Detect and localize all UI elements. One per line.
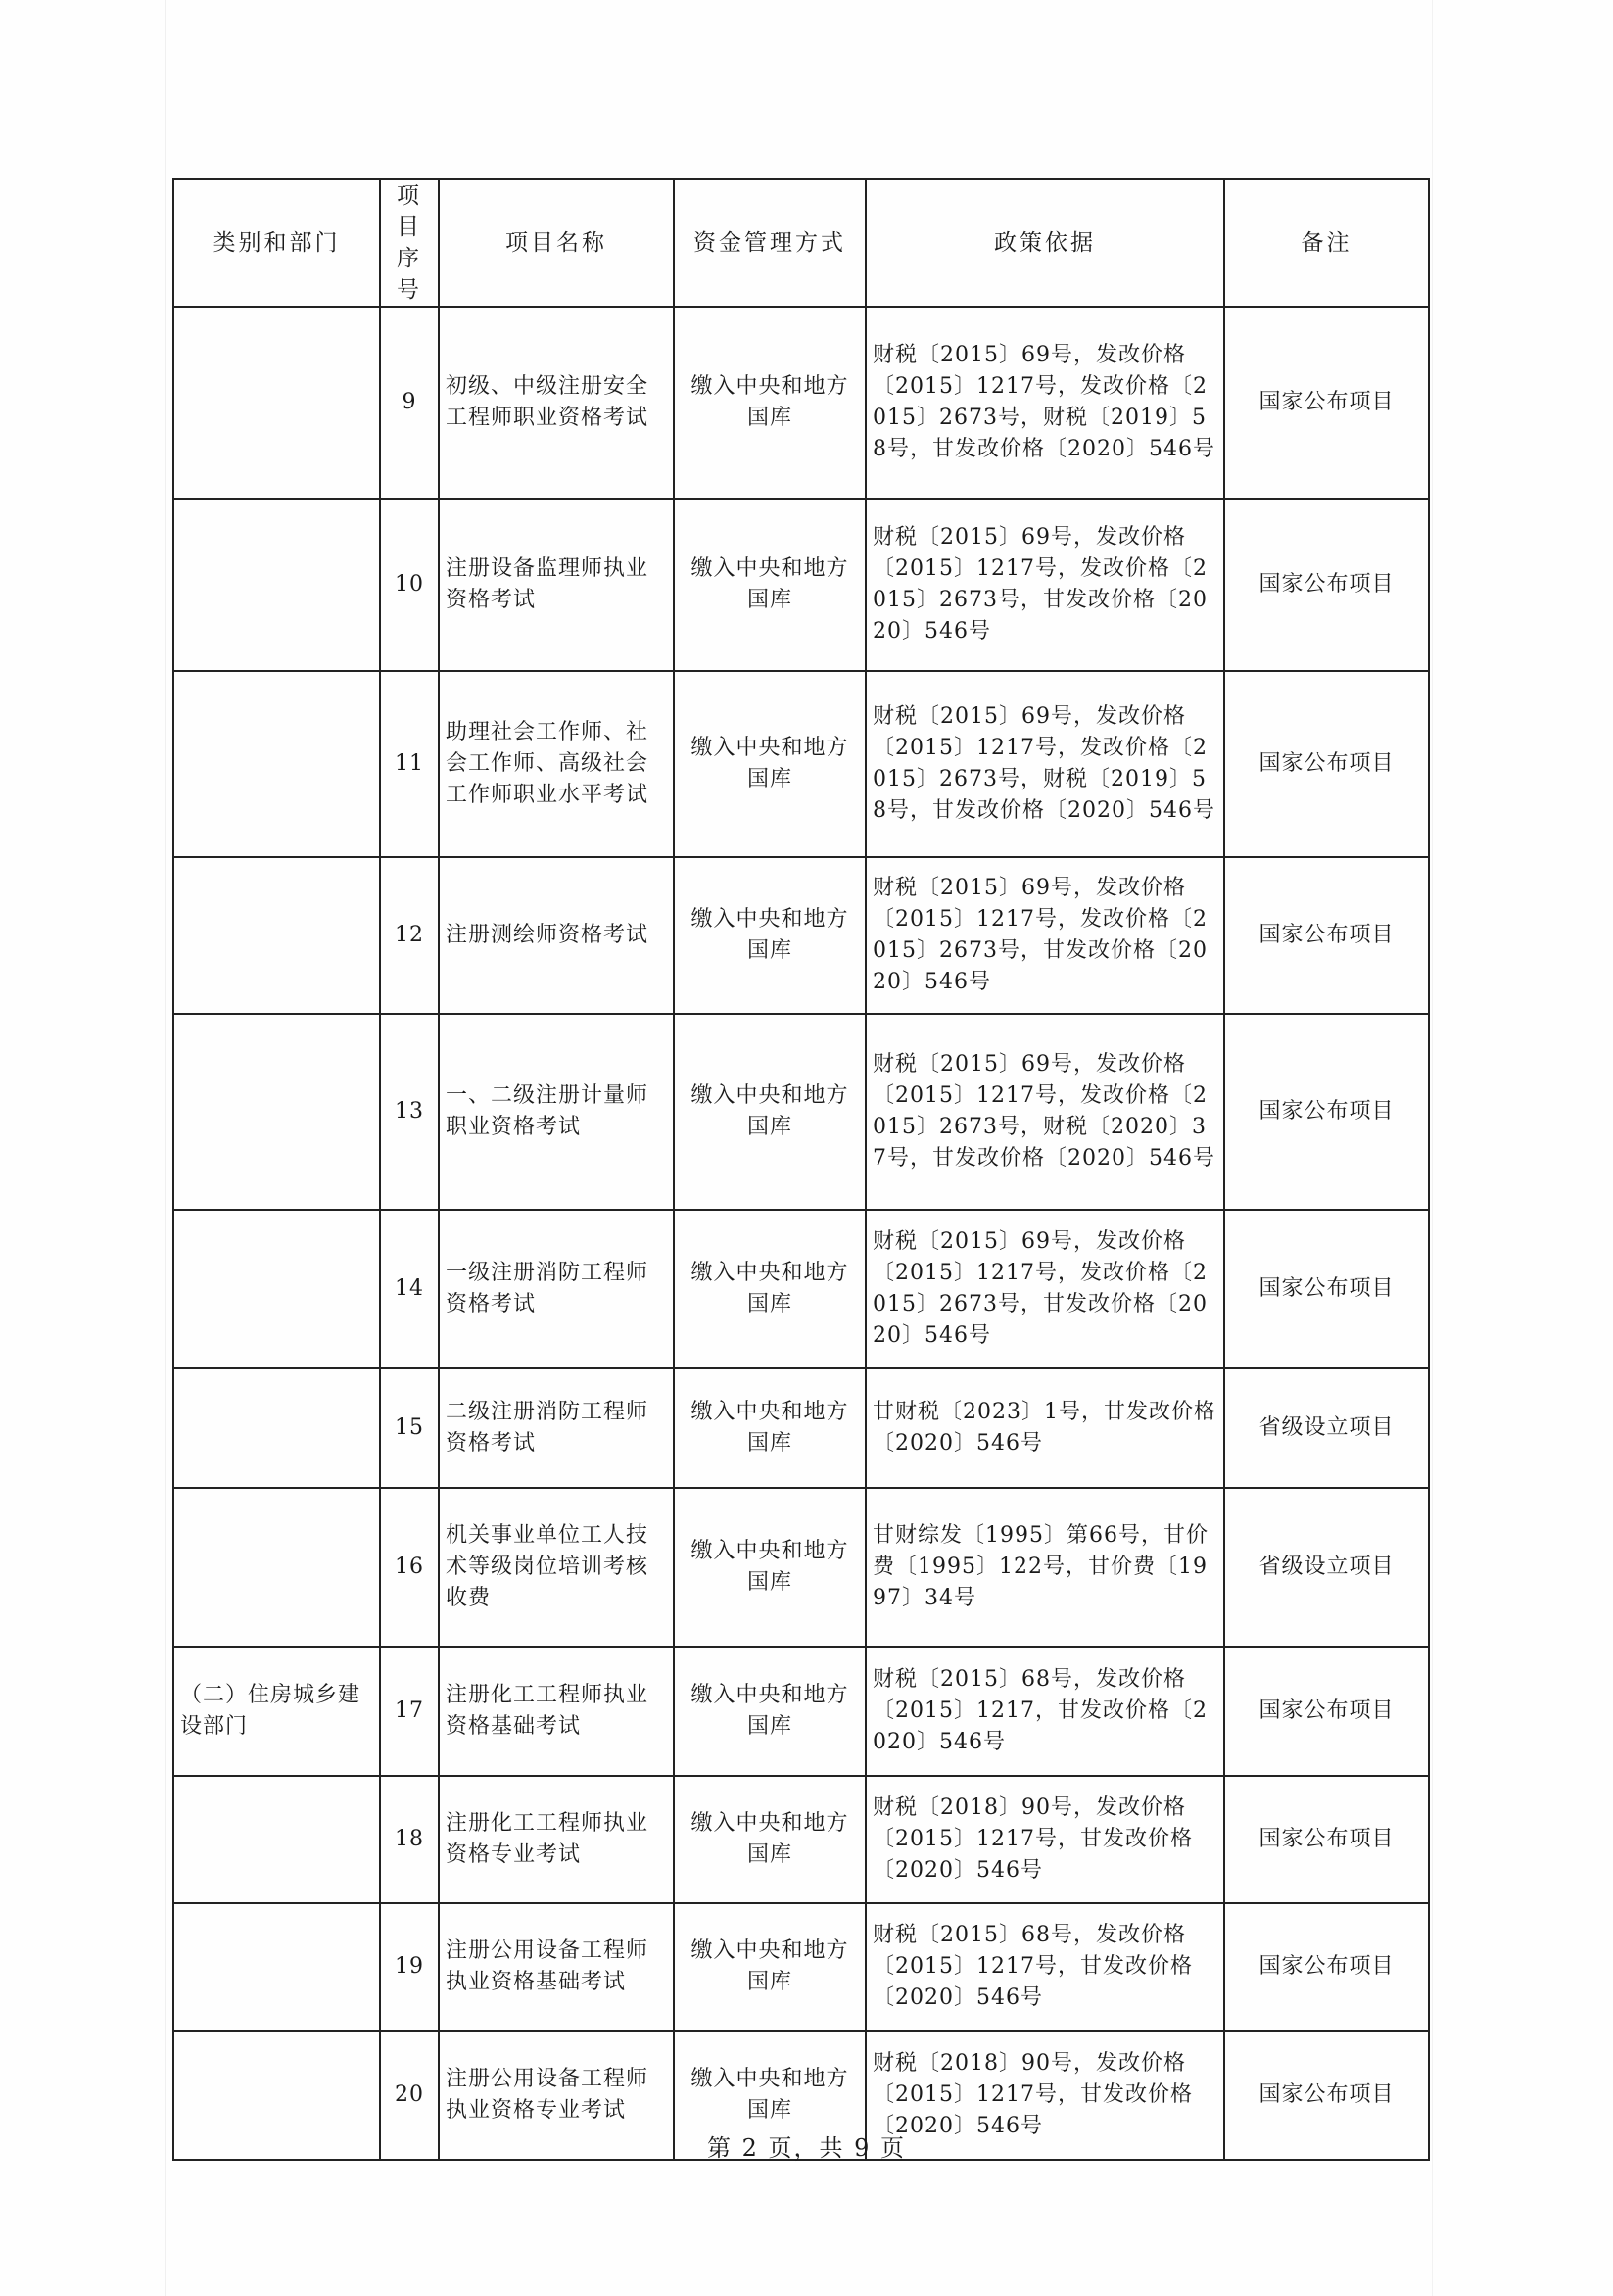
header-mgmt: 资金管理方式 [674, 179, 866, 307]
cell-number: 16 [380, 1488, 439, 1647]
cell-note: 国家公布项目 [1224, 499, 1429, 671]
header-seq-line2: 序号 [397, 246, 422, 303]
cell-number: 14 [380, 1210, 439, 1368]
cell-name: 注册测绘师资格考试 [439, 857, 674, 1014]
cell-number: 15 [380, 1368, 439, 1488]
cell-note: 国家公布项目 [1224, 671, 1429, 857]
cell-note: 国家公布项目 [1224, 307, 1429, 499]
cell-basis: 财税〔2015〕69号，发改价格〔2015〕1217号，发改价格〔2015〕2673号，甘发改价格〔2020〕546号 [866, 499, 1224, 671]
table-row [173, 1014, 1429, 1210]
cell-mgmt: 缴入中央和地方国库 [674, 1488, 866, 1647]
cell-note: 国家公布项目 [1224, 1903, 1429, 2031]
table-row [173, 1488, 1429, 1647]
cell-mgmt: 缴入中央和地方国库 [674, 1210, 866, 1368]
scan-edge [1432, 0, 1433, 2296]
cell-basis: 财税〔2015〕69号，发改价格〔2015〕1217号，发改价格〔2015〕2673号，财税〔2019〕58号，甘发改价格〔2020〕546号 [866, 307, 1224, 499]
cell-mgmt: 缴入中央和地方国库 [674, 671, 866, 857]
header-note: 备注 [1224, 179, 1429, 307]
cell-number: 10 [380, 499, 439, 671]
cell-basis: 甘财税〔2023〕1号，甘发改价格〔2020〕546号 [866, 1368, 1224, 1488]
cell-number: 13 [380, 1014, 439, 1210]
cell-category [173, 1210, 380, 1368]
cell-number: 18 [380, 1776, 439, 1903]
cell-mgmt: 缴入中央和地方国库 [674, 1368, 866, 1488]
table-row [173, 499, 1429, 671]
cell-mgmt: 缴入中央和地方国库 [674, 1776, 866, 1903]
cell-name: 一级注册消防工程师资格考试 [439, 1210, 674, 1368]
cell-basis: 财税〔2015〕68号，发改价格〔2015〕1217，甘发改价格〔2020〕546号 [866, 1647, 1224, 1776]
header-seq-line1: 项目 [397, 183, 422, 240]
cell-name: 注册化工工程师执业资格专业考试 [439, 1776, 674, 1903]
page-number-footer: 第 2 页，共 9 页 [706, 2134, 907, 2162]
fee-items-table [172, 178, 1430, 2161]
cell-note: 国家公布项目 [1224, 1014, 1429, 1210]
cell-number: 11 [380, 671, 439, 857]
table-row [173, 1647, 1429, 1776]
cell-category: （二）住房城乡建设部门 [173, 1647, 380, 1776]
table-row [173, 857, 1429, 1014]
cell-basis: 财税〔2015〕69号，发改价格〔2015〕1217号，发改价格〔2015〕2673号，财税〔2020〕37号，甘发改价格〔2020〕546号 [866, 1014, 1224, 1210]
cell-mgmt: 缴入中央和地方国库 [674, 1903, 866, 2031]
cell-number: 17 [380, 1647, 439, 1776]
table-row [173, 671, 1429, 857]
cell-mgmt: 缴入中央和地方国库 [674, 499, 866, 671]
cell-category [173, 307, 380, 499]
cell-number: 9 [380, 307, 439, 499]
cell-category [173, 499, 380, 671]
table-row [173, 1776, 1429, 1903]
cell-category [173, 857, 380, 1014]
cell-number: 12 [380, 857, 439, 1014]
cell-note: 国家公布项目 [1224, 1210, 1429, 1368]
header-name: 项目名称 [439, 179, 674, 307]
cell-category [173, 1014, 380, 1210]
cell-note: 国家公布项目 [1224, 857, 1429, 1014]
cell-number: 20 [380, 2031, 439, 2160]
scan-edge [165, 0, 166, 2296]
cell-mgmt: 缴入中央和地方国库 [674, 857, 866, 1014]
table-row [173, 1903, 1429, 2031]
cell-basis: 甘财综发〔1995〕第66号，甘价费〔1995〕122号，甘价费〔1997〕34号 [866, 1488, 1224, 1647]
cell-name: 注册设备监理师执业资格考试 [439, 499, 674, 671]
cell-note: 省级设立项目 [1224, 1488, 1429, 1647]
cell-basis: 财税〔2018〕90号，发改价格〔2015〕1217号，甘发改价格〔2020〕546号 [866, 1776, 1224, 1903]
cell-basis: 财税〔2015〕69号，发改价格〔2015〕1217号，发改价格〔2015〕2673号，财税〔2019〕58号，甘发改价格〔2020〕546号 [866, 671, 1224, 857]
cell-name: 注册化工工程师执业资格基础考试 [439, 1647, 674, 1776]
cell-category [173, 1776, 380, 1903]
cell-name: 注册公用设备工程师执业资格专业考试 [439, 2031, 674, 2160]
cell-note: 国家公布项目 [1224, 1776, 1429, 1903]
table-row [173, 1368, 1429, 1488]
table-row [173, 307, 1429, 499]
cell-name: 二级注册消防工程师资格考试 [439, 1368, 674, 1488]
table-header-row [173, 179, 1429, 307]
cell-name: 一、二级注册计量师职业资格考试 [439, 1014, 674, 1210]
cell-number: 19 [380, 1903, 439, 2031]
table-row [173, 1210, 1429, 1368]
cell-category [173, 1368, 380, 1488]
header-category: 类别和部门 [173, 179, 380, 307]
cell-basis: 财税〔2015〕69号，发改价格〔2015〕1217号，发改价格〔2015〕2673号，甘发改价格〔2020〕546号 [866, 857, 1224, 1014]
cell-basis: 财税〔2015〕68号，发改价格〔2015〕1217号，甘发改价格〔2020〕546号 [866, 1903, 1224, 2031]
header-basis: 政策依据 [866, 179, 1224, 307]
cell-note: 省级设立项目 [1224, 1368, 1429, 1488]
cell-basis: 财税〔2018〕90号，发改价格〔2015〕1217号，甘发改价格〔2020〕546号 [866, 2031, 1224, 2160]
cell-name: 注册公用设备工程师执业资格基础考试 [439, 1903, 674, 2031]
cell-mgmt: 缴入中央和地方国库 [674, 307, 866, 499]
cell-name: 初级、中级注册安全工程师职业资格考试 [439, 307, 674, 499]
header-seq [380, 179, 439, 307]
cell-note: 国家公布项目 [1224, 1647, 1429, 1776]
cell-mgmt: 缴入中央和地方国库 [674, 1014, 866, 1210]
cell-category [173, 671, 380, 857]
cell-category [173, 1488, 380, 1647]
cell-name: 助理社会工作师、社会工作师、高级社会工作师职业水平考试 [439, 671, 674, 857]
cell-basis: 财税〔2015〕69号，发改价格〔2015〕1217号，发改价格〔2015〕2673号，甘发改价格〔2020〕546号 [866, 1210, 1224, 1368]
cell-mgmt: 缴入中央和地方国库 [674, 1647, 866, 1776]
cell-mgmt: 缴入中央和地方国库 [674, 2031, 866, 2160]
cell-note: 国家公布项目 [1224, 2031, 1429, 2160]
cell-category [173, 1903, 380, 2031]
cell-name: 机关事业单位工人技术等级岗位培训考核收费 [439, 1488, 674, 1647]
